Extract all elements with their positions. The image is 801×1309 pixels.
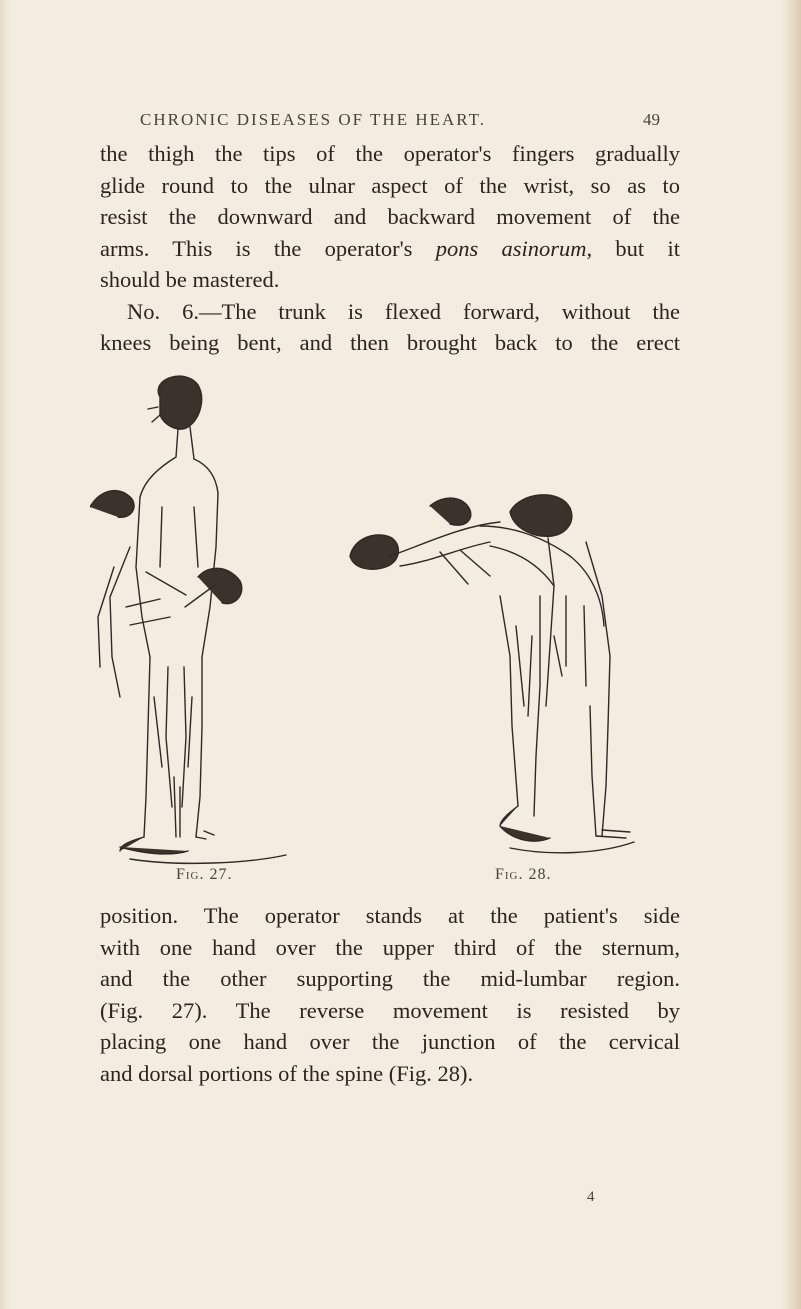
text-line: should be mastered. [100,267,280,292]
running-header [140,110,660,130]
figure-27-illustration [90,367,290,865]
text-line: position. The operator stands at the patient's side [100,903,680,928]
figure-28-illustration [340,486,635,861]
text-fragment: arms. This is the operator's [100,235,436,261]
text-line-with-italic [100,233,680,265]
text-line: resist the downward and backward movement of the [100,204,680,229]
text-line: and the other supporting the mid-lumbar region. [100,966,680,991]
text-line: placing one hand over the junction of the cervical [100,1029,680,1054]
text-line: with one hand over the upper third of the sternum, [100,934,680,960]
figure-28-caption: Fig. 28. [495,866,552,883]
paragraph-top [100,138,680,359]
text-line: the thigh the tips of the operator's fingers gradually [100,141,680,166]
page-edge-shadow [781,0,801,1309]
italic-phrase: pons asinorum [435,235,587,261]
text-line: No. 6.—The trunk is flexed forward, without the [127,298,680,324]
text-line: (Fig. 27). The reverse movement is resisted by [100,997,680,1023]
running-title: CHRONIC DISEASES OF THE HEART. [140,110,486,129]
text-line: glide round to the ulnar aspect of the wrist, so as to [100,172,680,198]
text-fragment: , but it [586,235,680,261]
text-line: and dorsal portions of the spine (Fig. 28). [100,1060,474,1086]
text-line: knees being bent, and then brought back to the erect [100,330,680,355]
figure-27-caption: Fig. 27. [176,866,233,883]
signature-mark: 4 [587,1189,595,1205]
paragraph-bottom [100,900,680,1089]
page-gutter-shadow [0,0,10,1309]
page-number: 49 [643,110,660,129]
